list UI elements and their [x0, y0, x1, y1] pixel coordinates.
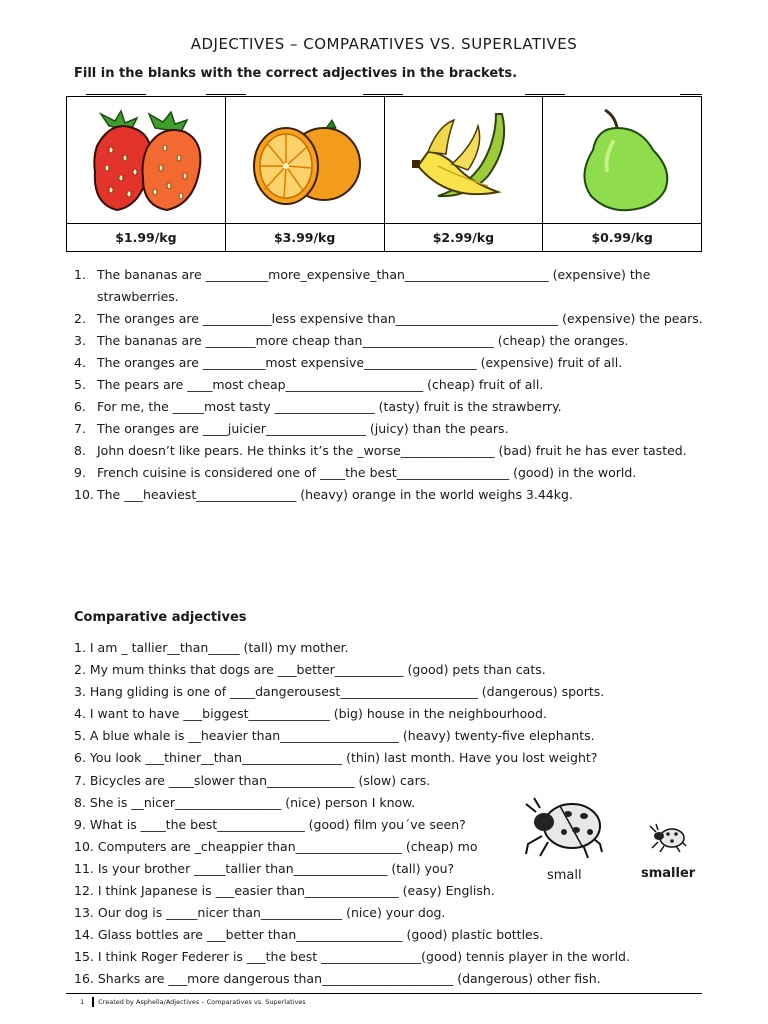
worksheet-title: ADJECTIVES – COMPARATIVES VS. SUPERLATIVES — [190, 35, 578, 53]
strawberries-icon — [81, 106, 211, 214]
price-pear: $0.99/kg — [543, 224, 702, 252]
item-text: The oranges are __________most expensive__________________ (expensive) fruit of all. — [97, 355, 623, 370]
list-item: 7. Bicycles are ____slower than______________ (slow) cars. — [74, 772, 431, 788]
instruction-text: Fill in the blanks with the correct adjectives in the brackets. — [74, 66, 518, 81]
list-item: 2. My mum thinks that dogs are ___better___________ (good) pets than cats. — [74, 662, 546, 678]
item-number: 8. — [74, 443, 86, 458]
fruit-price-table — [66, 96, 702, 252]
list-item — [74, 374, 714, 396]
item-number: 9. — [74, 465, 86, 480]
list-item: 15. I think Roger Federer is ___the best ________________(good) tennis player in the world. — [74, 949, 630, 965]
item-number: 6. — [74, 399, 86, 414]
page-footer — [80, 997, 306, 1007]
list-item — [74, 418, 714, 440]
fruit-cell-pear — [543, 97, 702, 224]
item-text: French cuisine is considered one of ____the best__________________ (good) in the world. — [97, 465, 637, 480]
list-item: 14. Glass bottles are ___better than_________________ (good) plastic bottles. — [74, 927, 544, 943]
list-item: 9. What is ____the best______________ (good) film you´ve seen? — [74, 816, 466, 832]
table-top-rule — [680, 94, 702, 95]
list-item: 13. Our dog is _____nicer than_____________ (nice) your dog. — [74, 905, 446, 921]
item-text: The ___heaviest________________ (heavy) orange in the world weighs 3.44kg. — [97, 487, 573, 502]
item-number: 1. — [74, 267, 86, 282]
section-title: Comparative adjectives — [74, 610, 247, 625]
list-item — [74, 484, 714, 506]
list-item — [74, 330, 714, 352]
price-strawberries: $1.99/kg — [67, 224, 226, 252]
list-item — [74, 264, 714, 308]
footer-text: Created by Asphelia/Adjectives – Comparatives vs. Superlatives — [98, 998, 306, 1006]
list-item: 4. I want to have ___biggest_____________ (big) house in the neighbourhood. — [74, 706, 547, 722]
list-item: 12. I think Japanese is ___easier than_______________ (easy) English. — [74, 883, 495, 899]
small-ladybug-icon — [522, 792, 608, 864]
list-item: 16. Sharks are ___more dangerous than_____________________ (dangerous) other fish. — [74, 971, 601, 987]
list-item — [74, 462, 714, 484]
item-text: For me, the _____most tasty ________________ (tasty) fruit is the strawberry. — [97, 399, 562, 414]
list-item: 3. Hang gliding is one of ____dangerousest______________________ (dangerous) sports. — [74, 684, 605, 700]
small-label: small — [547, 868, 582, 883]
item-number: 2. — [74, 311, 86, 326]
pear-icon — [557, 106, 687, 214]
list-item: 8. She is __nicer_________________ (nice) person I know. — [74, 794, 416, 810]
item-text: The bananas are ________more cheap than_____________________ (cheap) the oranges. — [97, 333, 629, 348]
list-item — [74, 440, 714, 462]
page-number: 1 — [80, 998, 85, 1006]
table-top-rule — [206, 94, 246, 95]
price-orange: $3.99/kg — [225, 224, 384, 252]
fruit-cell-banana — [384, 97, 543, 224]
list-item: 1. I am _ tallier__than_____ (tall) my mother. — [74, 640, 349, 655]
item-text: The oranges are ___________less expensive than__________________________ (expensive) the pears. — [97, 311, 703, 326]
table-top-rule — [363, 94, 403, 95]
list-item: 11. Is your brother _____tallier than_______________ (tall) you? — [74, 860, 455, 876]
item-text: The pears are ____most cheap______________________ (cheap) fruit of all. — [97, 377, 544, 392]
footer-rule — [66, 993, 702, 994]
item-number: 3. — [74, 333, 86, 348]
item-text: John doesn’t like pears. He thinks it’s the _worse_______________ (bad) fruit he has ever tasted. — [97, 443, 687, 458]
item-number: 7. — [74, 421, 86, 436]
fruit-cell-strawberries — [67, 97, 226, 224]
orange-icon — [240, 106, 370, 214]
item-number: 10. — [74, 487, 94, 502]
list-item — [74, 352, 714, 374]
list-item: 6. You look ___thiner__than________________ (thin) last month. Have you lost weight? — [74, 750, 598, 766]
smaller-ladybug-icon — [648, 822, 688, 854]
list-item — [74, 396, 714, 418]
item-number: 5. — [74, 377, 86, 392]
smaller-label: smaller — [641, 866, 696, 881]
table-top-rule — [525, 94, 565, 95]
item-text: The oranges are ____juicier________________ (juicy) than the pears. — [97, 421, 509, 436]
item-text: The bananas are __________more_expensive_than_______________________ (expensive) the strawberries. — [97, 267, 651, 304]
table-top-rule — [86, 94, 146, 95]
banana-icon — [398, 106, 528, 214]
list-item: 5. A blue whale is __heavier than___________________ (heavy) twenty-five elephants. — [74, 728, 595, 744]
item-number: 4. — [74, 355, 86, 370]
footer-divider — [92, 997, 94, 1007]
exercise-1-list — [74, 264, 714, 506]
list-item: 10. Computers are _cheappier than_________________ (cheap) mo — [74, 838, 478, 854]
list-item — [74, 308, 714, 330]
fruit-cell-orange — [225, 97, 384, 224]
price-banana: $2.99/kg — [384, 224, 543, 252]
